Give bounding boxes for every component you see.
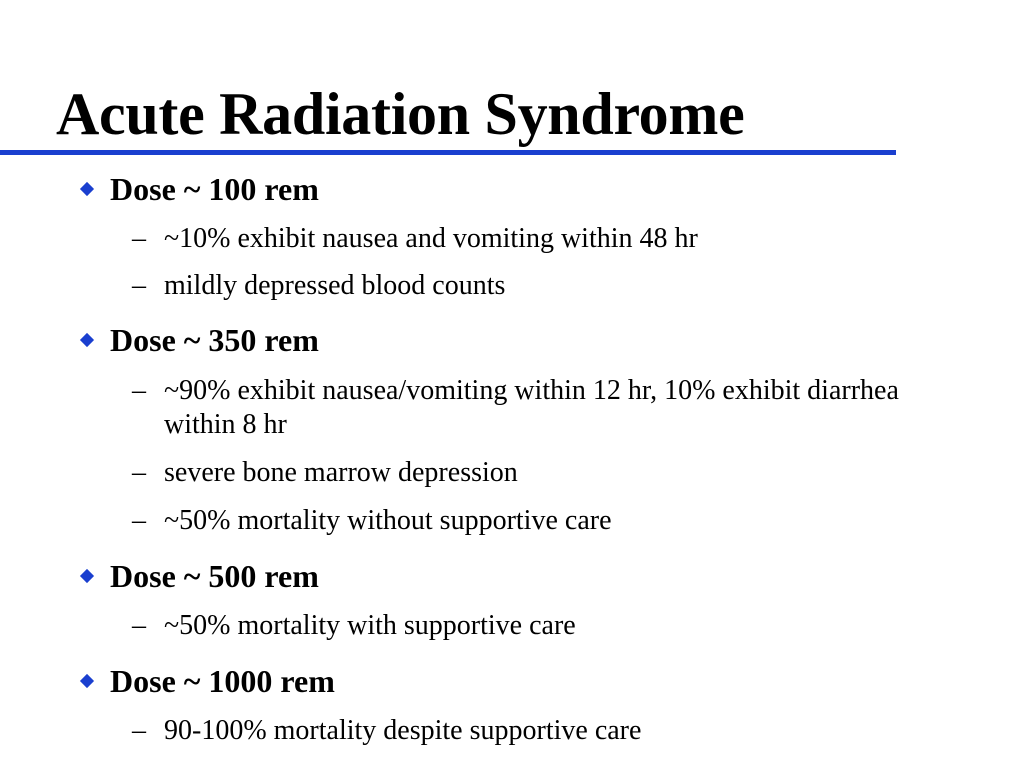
bullet-text: Dose ~ 350 rem [110, 322, 319, 358]
diamond-bullet-icon [80, 569, 94, 583]
sub-bullet-text: ~50% mortality with supportive care [164, 610, 576, 641]
sub-bullet-item [132, 456, 954, 490]
slide-title: Acute Radiation Syndrome [56, 81, 745, 147]
bullet-item [80, 557, 319, 595]
bullet-text: Dose ~ 1000 rem [110, 663, 335, 699]
diamond-bullet-icon [80, 674, 94, 688]
sub-bullet-text: ~10% exhibit nausea and vomiting within 48 hr [164, 223, 698, 254]
sub-bullet-dash: – [132, 223, 146, 254]
bullet-item [80, 662, 335, 700]
bullet-text: Dose ~ 100 rem [110, 171, 319, 207]
sub-bullet-text: 90-100% mortality despite supportive care [164, 715, 642, 746]
sub-bullet-dash: – [132, 505, 146, 536]
sub-bullet-item [132, 504, 954, 538]
sub-bullet-item [132, 609, 954, 643]
diamond-bullet-icon [80, 182, 94, 196]
sub-bullet-text: severe bone marrow depression [164, 457, 518, 488]
bullet-item [80, 170, 319, 208]
sub-bullet-dash: – [132, 270, 146, 301]
sub-bullet-text: ~90% exhibit nausea/vomiting within 12 hr, 10% exhibit diarrhea within 8 hr [164, 375, 899, 440]
bullet-item [80, 321, 319, 359]
sub-bullet-dash: – [132, 375, 146, 406]
sub-bullet-text: mildly depressed blood counts [164, 270, 506, 301]
sub-bullet-dash: – [132, 457, 146, 488]
sub-bullet-dash: – [132, 610, 146, 641]
sub-bullet-item [132, 374, 954, 442]
sub-bullet-text: ~50% mortality without supportive care [164, 505, 612, 536]
bullet-text: Dose ~ 500 rem [110, 558, 319, 594]
diamond-bullet-icon [80, 333, 94, 347]
sub-bullet-dash: – [132, 715, 146, 746]
sub-bullet-item [132, 269, 954, 303]
sub-bullet-item [132, 222, 954, 256]
sub-bullet-item [132, 714, 954, 748]
